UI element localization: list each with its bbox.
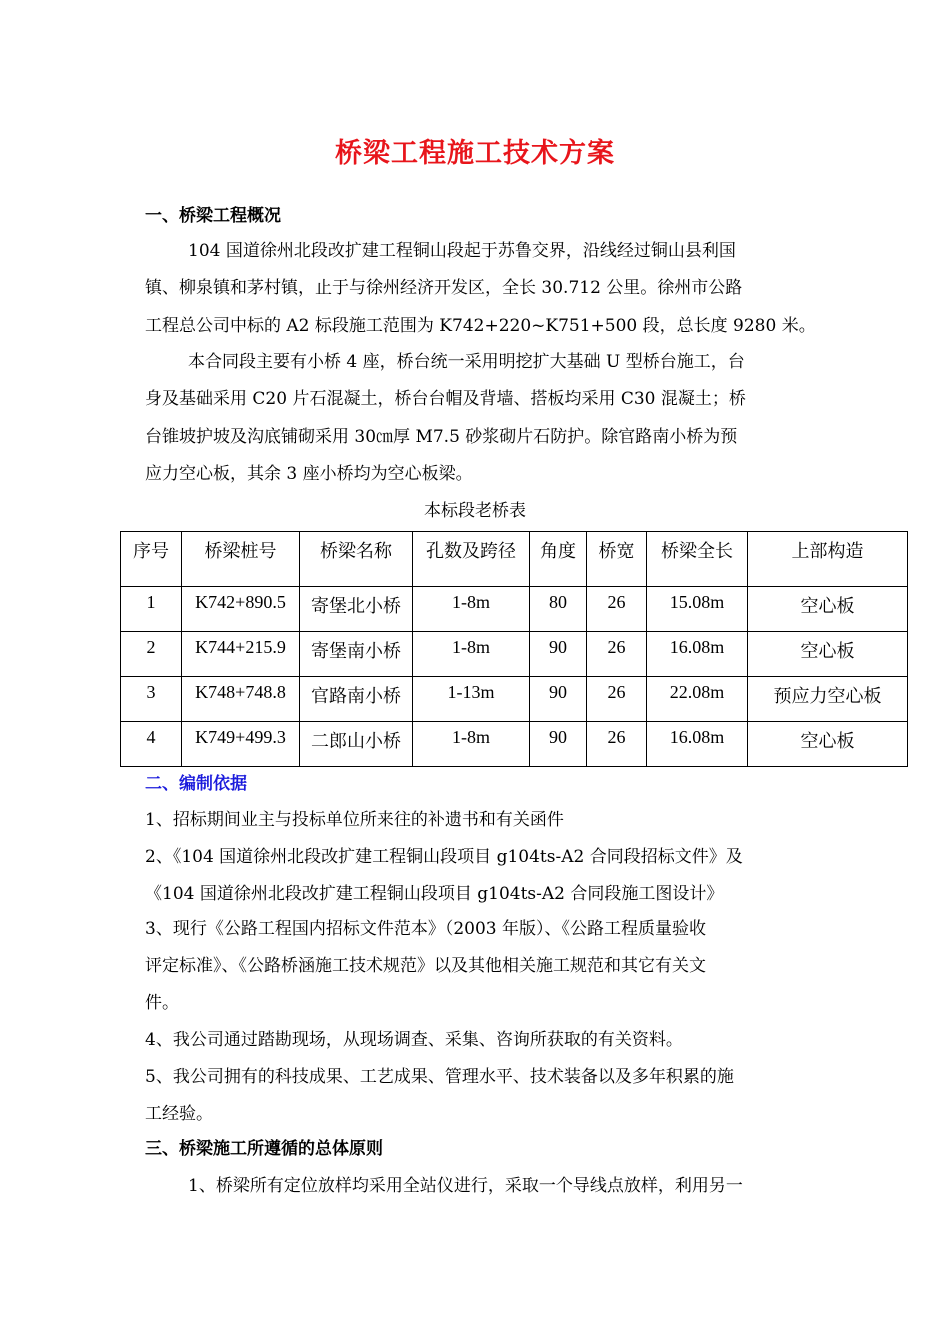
table-cell: 4 bbox=[121, 722, 182, 767]
table-header-row bbox=[121, 532, 908, 587]
table-row bbox=[121, 587, 908, 632]
section1-heading: 一、桥梁工程概况 bbox=[145, 206, 281, 226]
table-cell: 1-8m bbox=[413, 632, 530, 677]
table-cell: 16.08m bbox=[647, 722, 748, 767]
paragraph-line: 身及基础采用 C20 片石混凝土，桥台台帽及背墙、搭板均采用 C30 混凝土；桥 bbox=[145, 389, 746, 409]
paragraph-line: 评定标准》、《公路桥涵施工技术规范》以及其他相关施工规范和其它有关文 bbox=[145, 956, 706, 976]
table-row bbox=[121, 632, 908, 677]
table-cell: 26 bbox=[587, 677, 647, 722]
table-cell: 90 bbox=[530, 632, 587, 677]
table-header-cell: 桥宽 bbox=[587, 532, 647, 587]
bridge-table bbox=[120, 531, 908, 767]
paragraph-line: 应力空心板，其余 3 座小桥均为空心板梁。 bbox=[145, 464, 473, 484]
table-row bbox=[121, 677, 908, 722]
table-header-cell: 序号 bbox=[121, 532, 182, 587]
table-cell: 90 bbox=[530, 722, 587, 767]
table-cell: 2 bbox=[121, 632, 182, 677]
table-row bbox=[121, 722, 908, 767]
paragraph-line: 工经验。 bbox=[145, 1104, 213, 1124]
table-cell: 1 bbox=[121, 587, 182, 632]
paragraph-line: 1、桥梁所有定位放样均采用全站仪进行，采取一个导线点放样，利用另一 bbox=[188, 1176, 743, 1196]
table-cell: 90 bbox=[530, 677, 587, 722]
table-cell: 空心板 bbox=[748, 632, 908, 677]
paragraph-line: 3、现行《公路工程国内招标文件范本》（2003 年版）、《公路工程质量验收 bbox=[145, 919, 706, 939]
table-cell: 寄堡北小桥 bbox=[300, 587, 413, 632]
paragraph-line: 104 国道徐州北段改扩建工程铜山段起于苏鲁交界，沿线经过铜山县利国 bbox=[188, 241, 736, 261]
table-cell: 3 bbox=[121, 677, 182, 722]
table-cell: 16.08m bbox=[647, 632, 748, 677]
table-cell: 预应力空心板 bbox=[748, 677, 908, 722]
table-cell: 寄堡南小桥 bbox=[300, 632, 413, 677]
table-cell: 26 bbox=[587, 587, 647, 632]
table-cell: 空心板 bbox=[748, 722, 908, 767]
table-cell: K749+499.3 bbox=[182, 722, 300, 767]
table-header-cell: 角度 bbox=[530, 532, 587, 587]
paragraph-line: 4、我公司通过踏勘现场，从现场调查、采集、咨询所获取的有关资料。 bbox=[145, 1030, 683, 1050]
paragraph-line: 台锥坡护坡及沟底铺砌采用 30㎝厚 M7.5 砂浆砌片石防护。除官路南小桥为预 bbox=[145, 427, 738, 447]
section2-heading: 二、编制依据 bbox=[145, 774, 247, 794]
table-header-cell: 桥梁全长 bbox=[647, 532, 748, 587]
table-cell: 26 bbox=[587, 632, 647, 677]
table-header-cell: 孔数及跨径 bbox=[413, 532, 530, 587]
table-cell: 1-8m bbox=[413, 587, 530, 632]
table-header-cell: 桥梁桩号 bbox=[182, 532, 300, 587]
paragraph-line: 镇、柳泉镇和茅村镇，止于与徐州经济开发区，全长 30.712 公里。徐州市公路 bbox=[145, 278, 743, 298]
paragraph-line: 工程总公司中标的 A2 标段施工范围为 K742+220~K751+500 段，总长度 9280 米。 bbox=[145, 316, 816, 336]
table-cell: K748+748.8 bbox=[182, 677, 300, 722]
table-cell: 80 bbox=[530, 587, 587, 632]
table-cell: 官路南小桥 bbox=[300, 677, 413, 722]
table-header-cell: 桥梁名称 bbox=[300, 532, 413, 587]
table-cell: 26 bbox=[587, 722, 647, 767]
paragraph-line: 本合同段主要有小桥 4 座，桥台统一采用明挖扩大基础 U 型桥台施工，台 bbox=[188, 352, 745, 372]
table-cell: K744+215.9 bbox=[182, 632, 300, 677]
paragraph-line: 5、我公司拥有的科技成果、工艺成果、管理水平、技术装备以及多年积累的施 bbox=[145, 1067, 734, 1087]
table-cell: 22.08m bbox=[647, 677, 748, 722]
table-cell: 1-8m bbox=[413, 722, 530, 767]
table-caption: 本标段老桥表 bbox=[424, 501, 526, 521]
paragraph-line: 2、《104 国道徐州北段改扩建工程铜山段项目 g104ts-A2 合同段招标文件》及 bbox=[145, 847, 743, 867]
table-header-cell: 上部构造 bbox=[748, 532, 908, 587]
document-title: 桥梁工程施工技术方案 bbox=[335, 138, 615, 169]
paragraph-line: 1、招标期间业主与投标单位所来往的补遗书和有关函件 bbox=[145, 810, 564, 830]
table-cell: 二郎山小桥 bbox=[300, 722, 413, 767]
paragraph-line: 《104 国道徐州北段改扩建工程铜山段项目 g104ts-A2 合同段施工图设计》 bbox=[145, 884, 724, 904]
paragraph-line: 件。 bbox=[145, 993, 179, 1013]
section3-heading: 三、桥梁施工所遵循的总体原则 bbox=[145, 1139, 383, 1159]
table-cell: 空心板 bbox=[748, 587, 908, 632]
table-cell: K742+890.5 bbox=[182, 587, 300, 632]
table-cell: 1-13m bbox=[413, 677, 530, 722]
table-cell: 15.08m bbox=[647, 587, 748, 632]
